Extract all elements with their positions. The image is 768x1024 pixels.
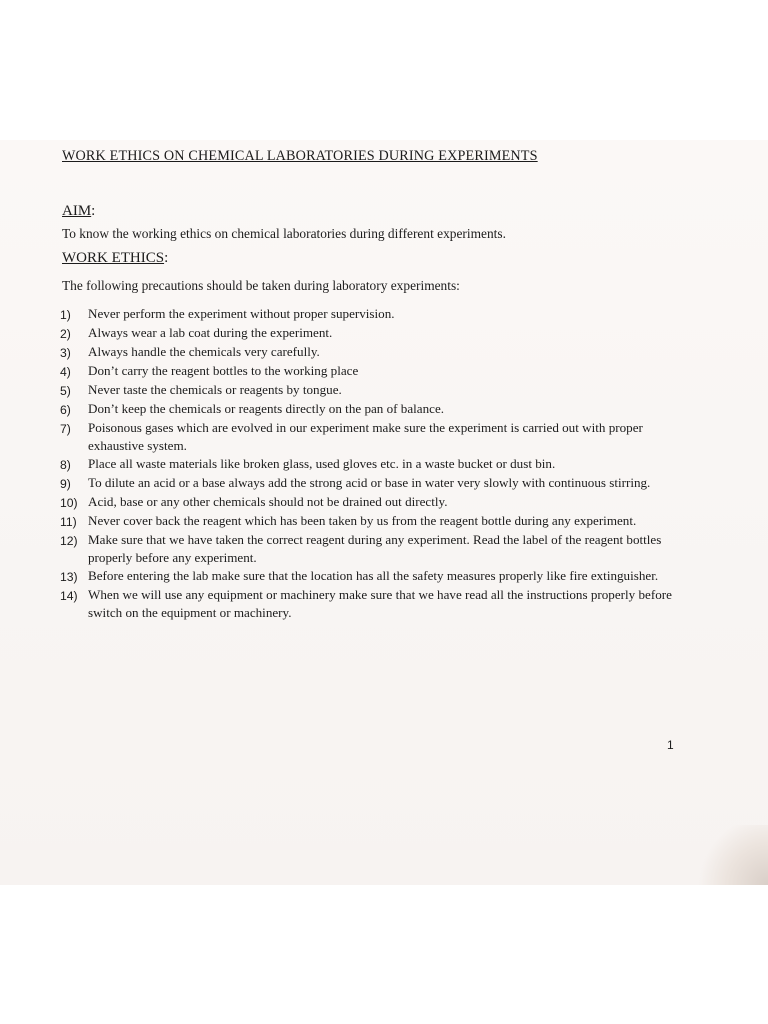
item-text: Never cover back the reagent which has been taken by us from the reagent bottle during any experiment. bbox=[88, 513, 637, 528]
aim-text: To know the working ethics on chemical laboratories during different experiments. bbox=[62, 226, 506, 241]
item-text: Never perform the experiment without proper supervision. bbox=[88, 306, 395, 321]
precautions-list bbox=[60, 305, 678, 622]
item-text: Don’t keep the chemicals or reagents directly on the pan of balance. bbox=[88, 401, 445, 416]
item-number: 8) bbox=[60, 458, 71, 472]
item-number: 12) bbox=[60, 534, 78, 548]
list-item bbox=[60, 400, 678, 419]
item-number: 1) bbox=[60, 308, 71, 322]
item-number: 9) bbox=[60, 477, 71, 491]
item-number: 6) bbox=[60, 403, 71, 417]
item-text: Place all waste materials like broken glass, used gloves etc. in a waste bucket or dust bin. bbox=[88, 456, 556, 471]
list-item bbox=[60, 343, 678, 362]
list-item bbox=[60, 567, 678, 586]
item-text: Always wear a lab coat during the experiment. bbox=[88, 325, 333, 340]
list-item bbox=[60, 305, 678, 324]
aim-heading bbox=[62, 203, 678, 220]
item-number: 11) bbox=[60, 515, 77, 529]
list-item bbox=[60, 586, 678, 622]
document-title: WORK ETHICS ON CHEMICAL LABORATORIES DURING EXPERIMENTS bbox=[62, 148, 538, 164]
item-text: When we will use any equipment or machinery make sure that we have read all the instructions properly before switch on the equipment or machinery. bbox=[88, 587, 672, 620]
list-item bbox=[60, 531, 678, 567]
work-ethics-heading bbox=[62, 250, 678, 267]
item-text: Poisonous gases which are evolved in our experiment make sure the experiment is carried out with proper exhaustive system. bbox=[88, 420, 643, 453]
item-number: 2) bbox=[60, 327, 71, 341]
item-text: Don’t carry the reagent bottles to the working place bbox=[88, 363, 359, 378]
work-ethics-heading-label: WORK ETHICS bbox=[62, 250, 165, 266]
item-number: 3) bbox=[60, 346, 71, 360]
list-item bbox=[60, 362, 678, 381]
item-number: 5) bbox=[60, 384, 71, 398]
item-number: 13) bbox=[60, 570, 78, 584]
document-body bbox=[62, 148, 678, 622]
work-ethics-heading-colon: : bbox=[164, 250, 169, 266]
item-number: 7) bbox=[60, 422, 71, 436]
list-item bbox=[60, 419, 678, 455]
item-number: 10) bbox=[60, 496, 78, 510]
list-item bbox=[60, 493, 678, 512]
item-number: 4) bbox=[60, 365, 71, 379]
item-text: Never taste the chemicals or reagents by tongue. bbox=[88, 382, 342, 397]
page-edge-shadow bbox=[698, 825, 768, 885]
item-text: Make sure that we have taken the correct reagent during any experiment. Read the label of the reagent bottles properly before any experiment. bbox=[88, 532, 662, 565]
aim-heading-label: AIM bbox=[62, 203, 92, 219]
item-number: 14) bbox=[60, 589, 78, 603]
list-item bbox=[60, 381, 678, 400]
precautions-intro: The following precautions should be taken during laboratory experiments: bbox=[62, 278, 460, 293]
list-item bbox=[60, 455, 678, 474]
scanned-page bbox=[0, 140, 768, 885]
aim-heading-colon: : bbox=[91, 203, 96, 219]
list-item bbox=[60, 512, 678, 531]
item-text: Before entering the lab make sure that the location has all the safety measures properly like fire extinguisher. bbox=[88, 568, 659, 583]
list-item bbox=[60, 324, 678, 343]
list-item bbox=[60, 474, 678, 493]
page-number: 1 bbox=[667, 738, 674, 752]
item-text: Always handle the chemicals very carefully. bbox=[88, 344, 320, 359]
item-text: Acid, base or any other chemicals should not be drained out directly. bbox=[88, 494, 448, 509]
item-text: To dilute an acid or a base always add the strong acid or base in water very slowly with continuous stirring. bbox=[88, 475, 651, 490]
